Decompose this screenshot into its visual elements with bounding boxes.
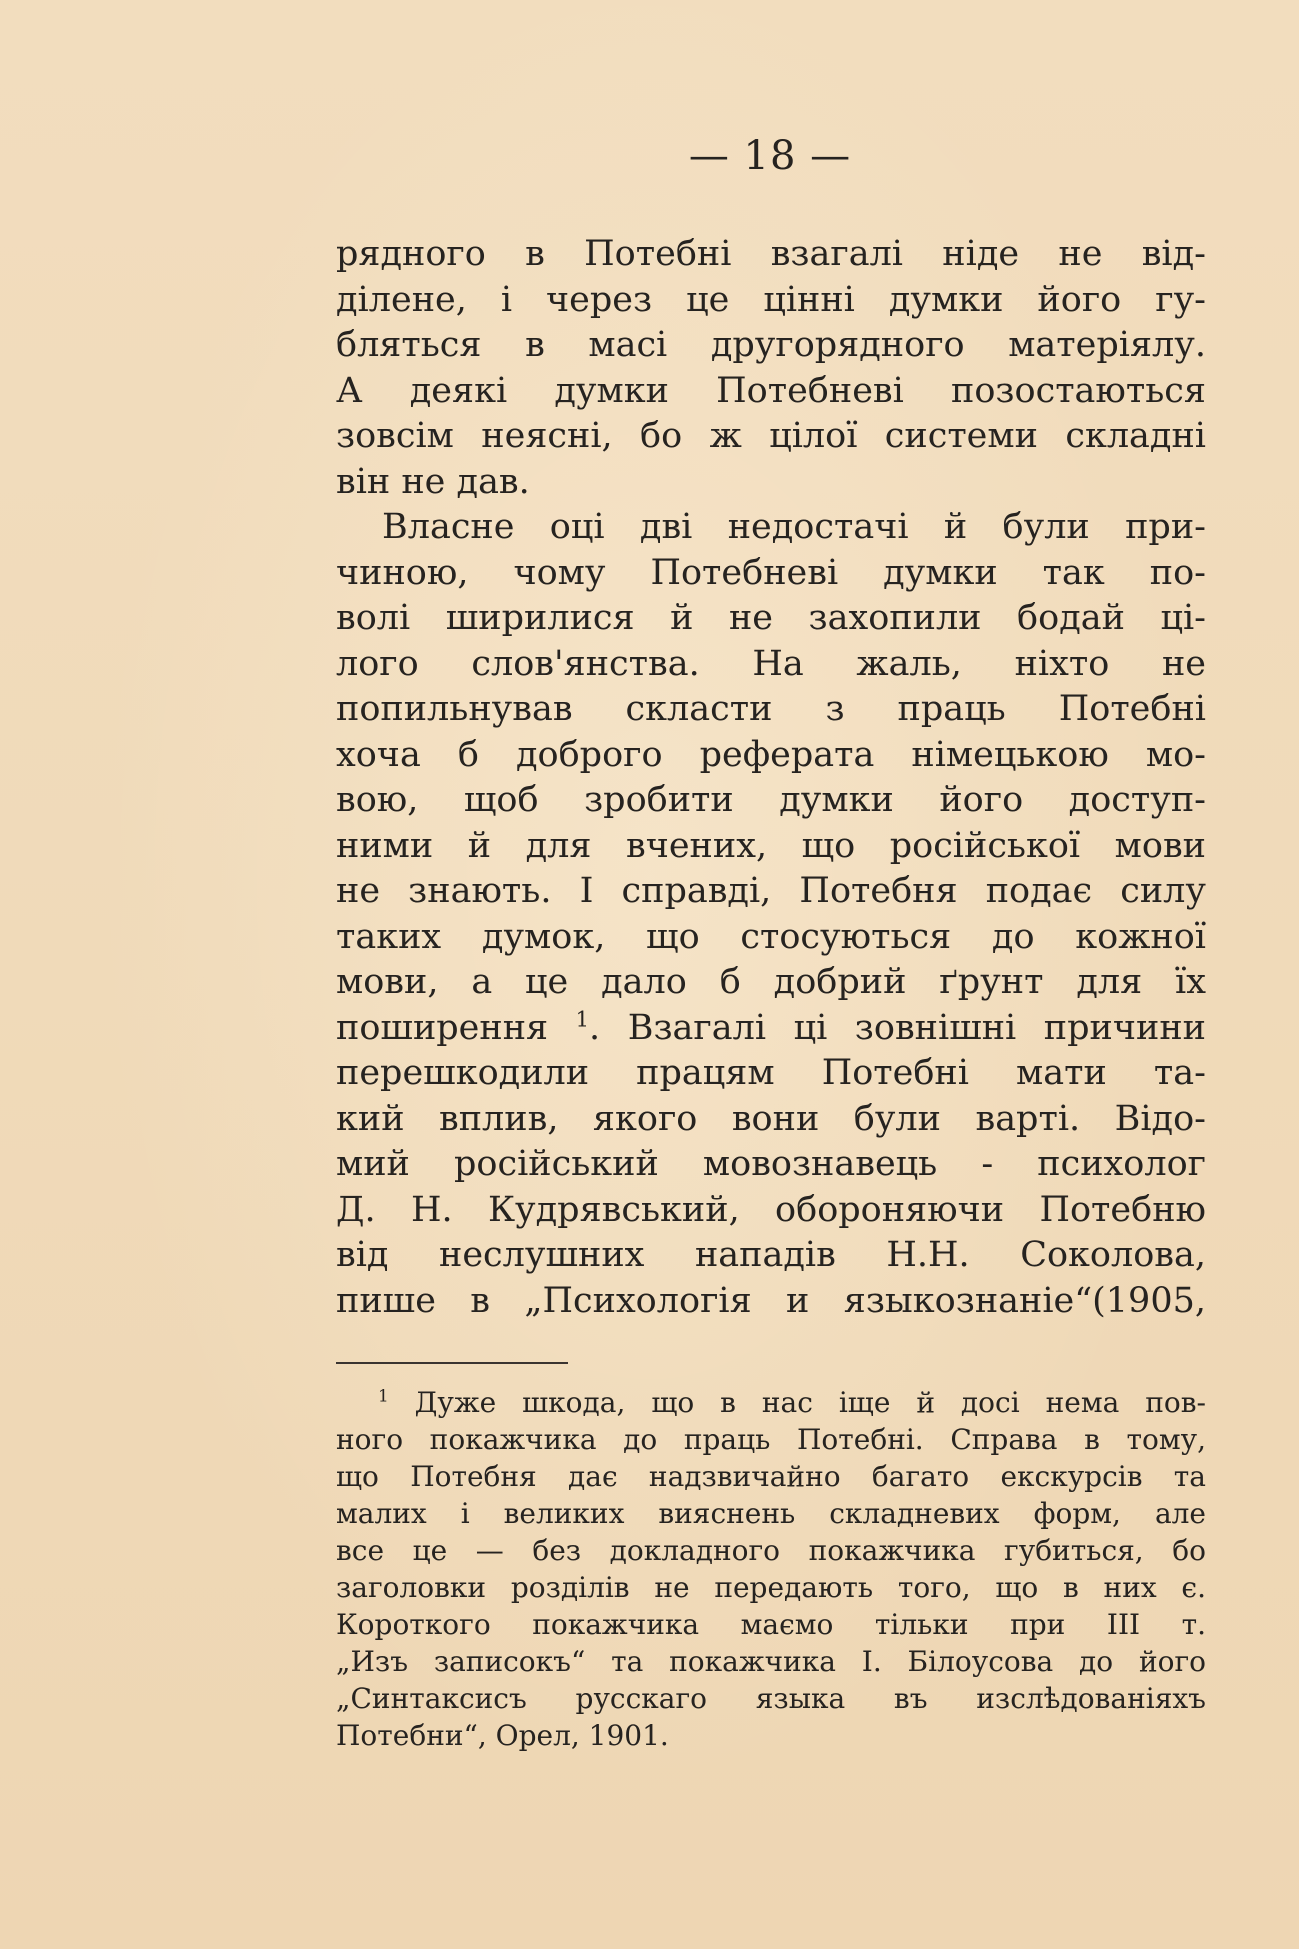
text-line: чиною, чому Потебневі думки так по- <box>336 552 1206 593</box>
footnote-line: що Потебня дає надзвичайно багато екскурсів та <box>336 1460 1206 1493</box>
footnote-reference: 1 <box>575 1006 590 1031</box>
text-line: кий вплив, якого вони були варті. Відо- <box>336 1098 1206 1139</box>
text-line: таких думок, що стосуються до кожної <box>336 916 1206 957</box>
text-line: перешкодили працям Потебні мати та- <box>336 1053 1206 1093</box>
main-text <box>336 232 1206 1324</box>
text-line: він не дав. <box>336 461 530 502</box>
text-line: ділене, і через це цінні думки його гу- <box>336 279 1206 320</box>
footnote-line <box>336 1384 1206 1421</box>
text-line: не знають. І справді, Потебня подає силу <box>336 871 1206 911</box>
text-line: мий російський мовознавець - психолог <box>336 1144 1206 1184</box>
text-line: зовсім неясні, бо ж цілої системи складні <box>336 416 1206 456</box>
text-line: А деякі думки Потебневі позостаються <box>336 370 1206 411</box>
footnote-line: малих і великих вияснень складневих форм, але <box>336 1497 1206 1530</box>
text-fragment: поширення <box>336 1007 549 1048</box>
page-number: — 18 — <box>688 133 852 179</box>
footnote-line: все це — без докладного покажчика губиться, бо <box>336 1534 1206 1567</box>
footnote-line: заголовки розділів не передають того, що в них є. <box>336 1571 1206 1604</box>
text-line: волі ширилися й не захопили бодай ці- <box>336 598 1206 638</box>
text-line: лого слов'янства. На жаль, ніхто не <box>336 643 1206 684</box>
footnote-line: ного покажчика до праць Потебні. Справа в тому, <box>336 1423 1206 1456</box>
text-line: Власне оці дві недостачі й були при- <box>382 507 1206 547</box>
footnote <box>336 1384 1206 1754</box>
text-line: Д. Н. Кудрявський, обороняючи Потебню <box>336 1189 1206 1230</box>
text-line: ними й для вчених, що російської мови <box>336 825 1206 866</box>
text-line: пише в „Психологія и языкознаніе“(1905, <box>336 1280 1206 1321</box>
text-line: від неслушних нападів Н.Н. Соколова, <box>336 1235 1206 1275</box>
footnote-divider <box>336 1362 568 1364</box>
footnote-text: Дуже шкода, що в нас іще й досі нема пов- <box>414 1386 1207 1419</box>
footnote-line: „Синтаксисъ русскаго языка въ изслѣдованіяхъ <box>336 1682 1206 1715</box>
text-line: хоча б доброго реферата німецькою мо- <box>336 734 1206 775</box>
text-line-with-footnote-ref: поширення $^1$. Взагалі ці зовнішні причини <box>336 1006 1206 1048</box>
footnote-marker: 1 <box>378 1385 389 1406</box>
footnote-line: Короткого покажчика маємо тільки при III т. <box>336 1608 1206 1641</box>
footnote-line: Потебни“, Орел, 1901. <box>336 1719 669 1752</box>
footnote-line: „Изъ записокъ“ та покажчика І. Білоусова до його <box>336 1645 1206 1678</box>
text-line: рядного в Потебні взагалі ніде не від- <box>336 234 1206 274</box>
text-line: попильнував скласти з праць Потебні <box>336 689 1206 729</box>
text-line: вою, щоб зробити думки його доступ- <box>336 780 1206 820</box>
text-line: бляться в масі другорядного матеріялу. <box>336 325 1206 365</box>
text-line: мови, а це дало б добрий ґрунт для їх <box>336 962 1206 1002</box>
text-fragment: Взагалі ці зовнішні причини <box>627 1007 1206 1048</box>
